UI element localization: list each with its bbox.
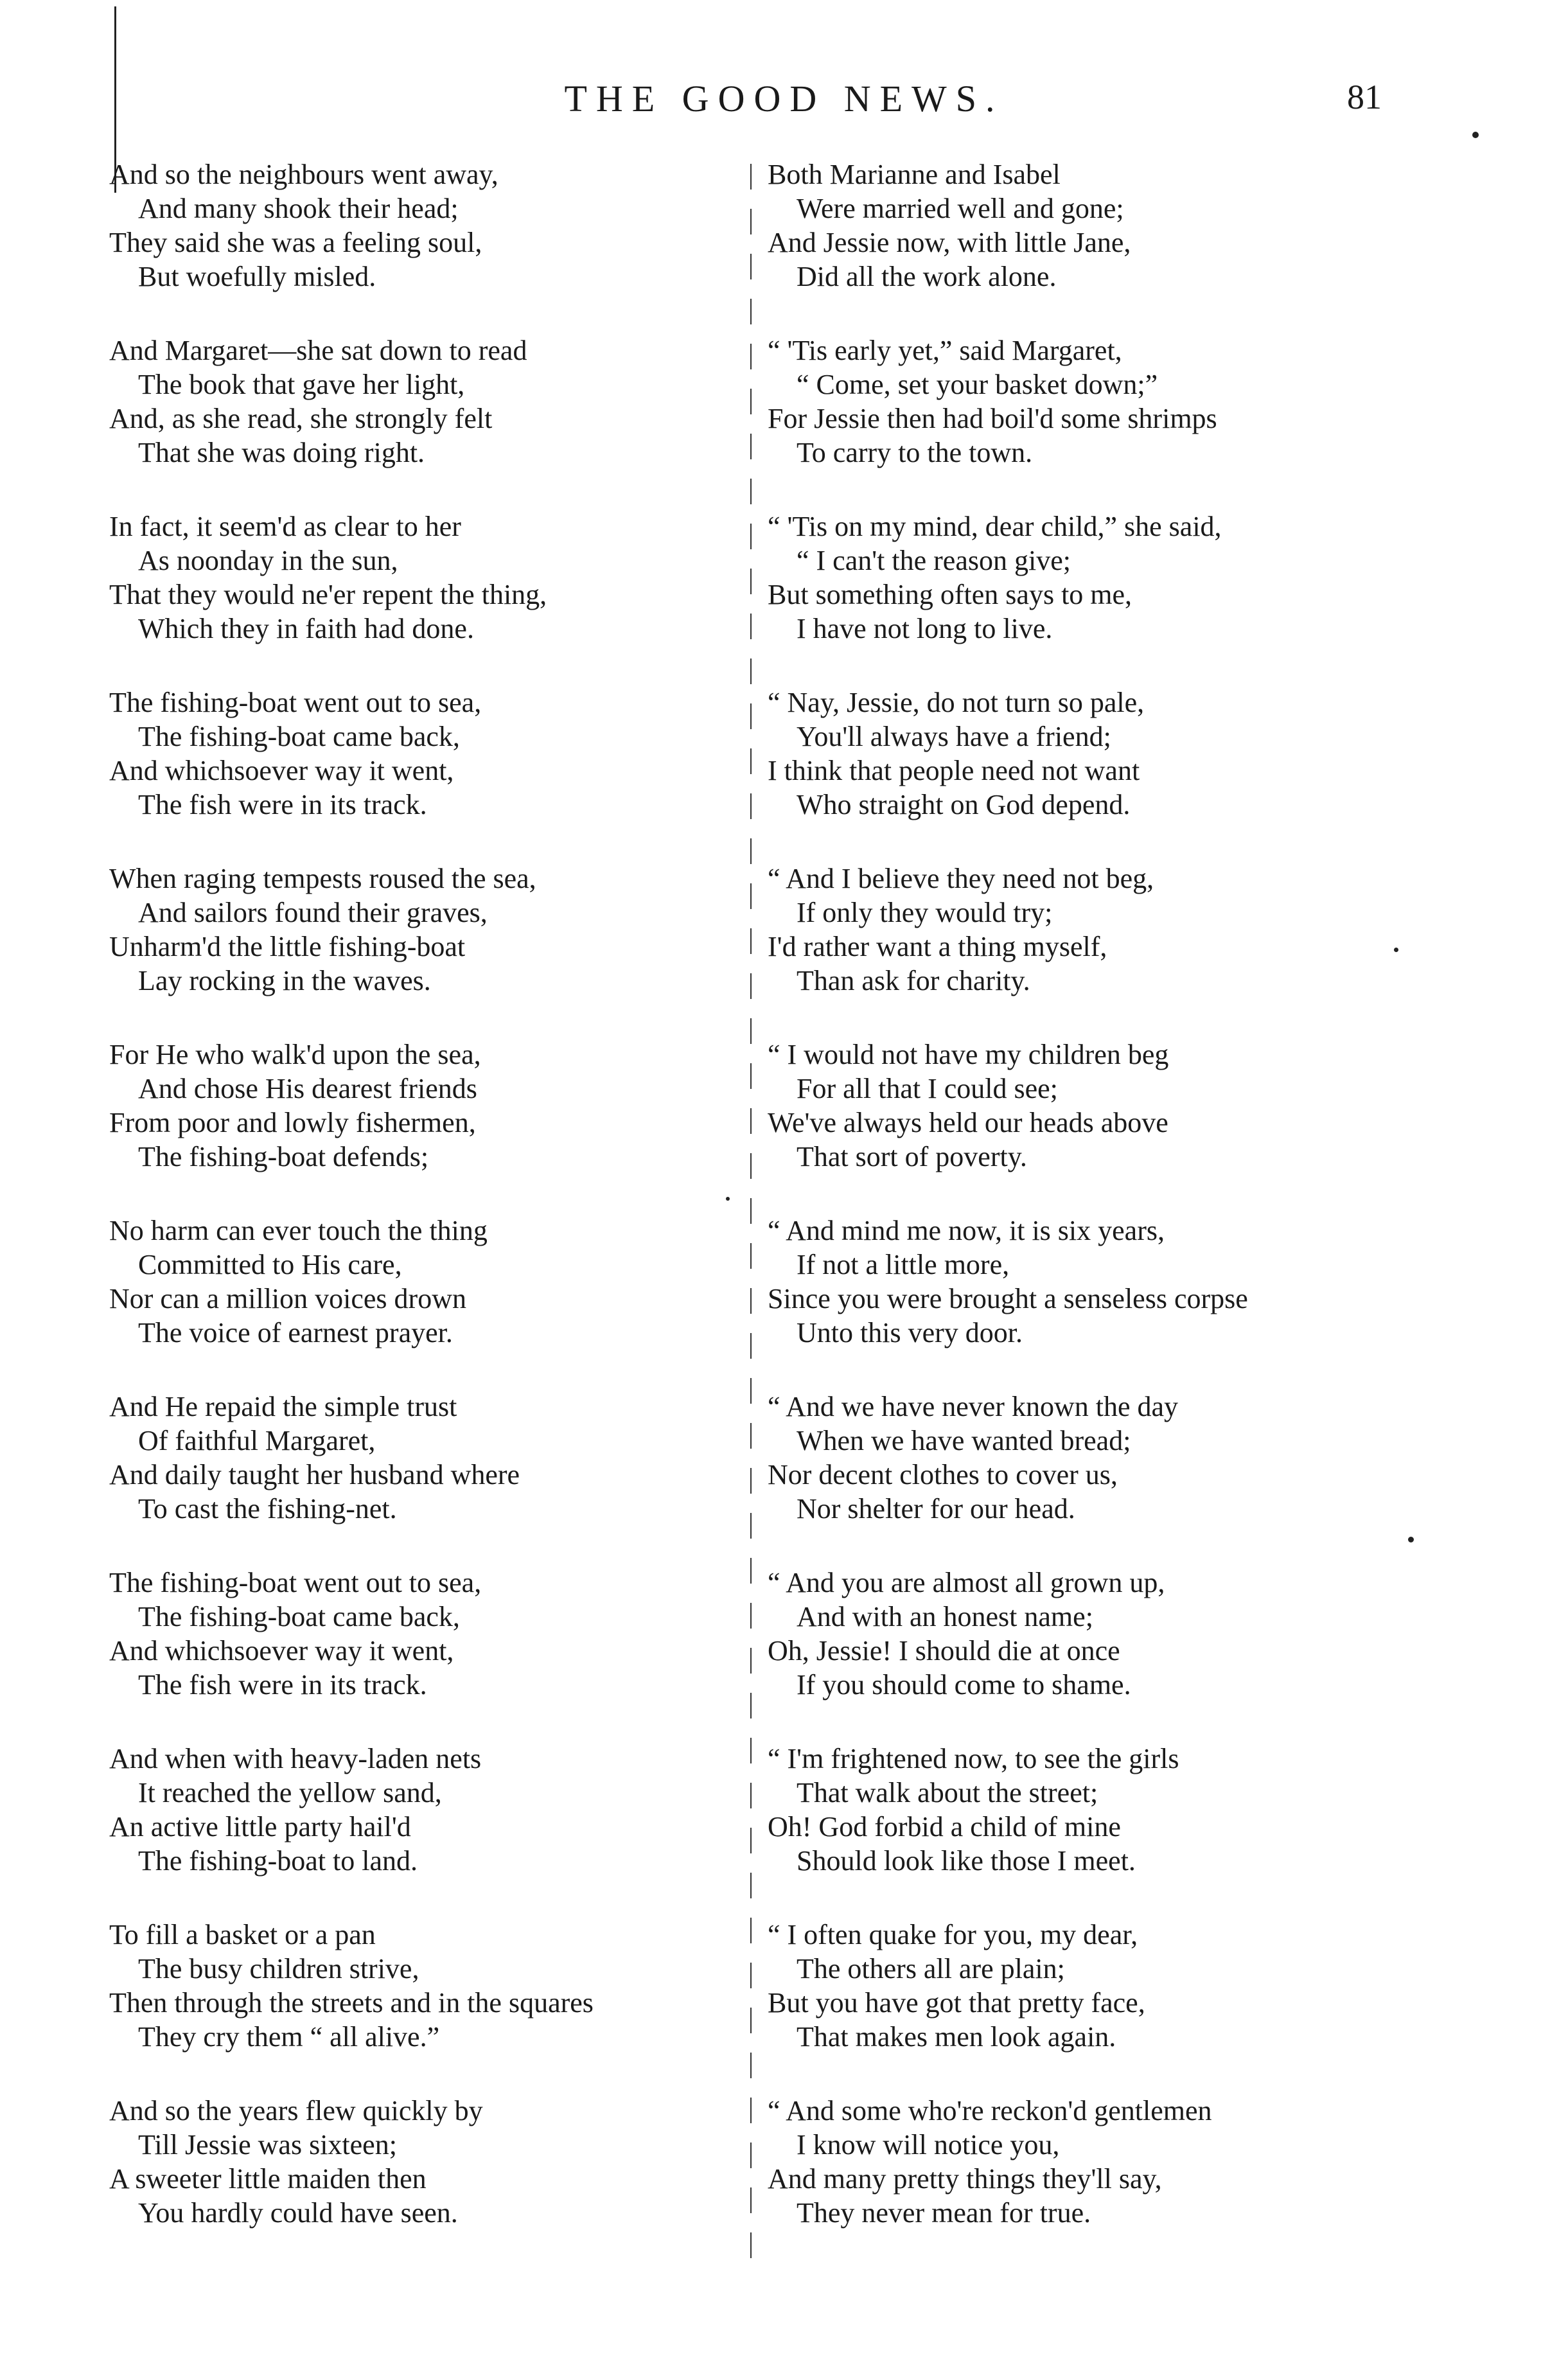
verse-line: And, as she read, she strongly felt: [109, 403, 493, 434]
page-number: 81: [1347, 78, 1382, 116]
verse-line: In fact, it seem'd as clear to her: [109, 511, 461, 542]
verse-line: Which they in faith had done.: [138, 613, 474, 644]
verse-line: Committed to His care,: [138, 1249, 402, 1280]
stanza: [768, 333, 1410, 509]
verse-line: Nor can a million voices drown: [109, 1283, 466, 1314]
ink-speck: [1394, 948, 1398, 952]
verse-line: The fishing-boat to land.: [138, 1845, 418, 1877]
stanza: [768, 685, 1410, 861]
verse-line: “ I often quake for you, my dear,: [768, 1919, 1138, 1950]
running-title: THE GOOD NEWS.: [564, 78, 1004, 119]
verse-line: Nor shelter for our head.: [797, 1493, 1075, 1524]
verse-line: “ And I believe they need not beg,: [768, 863, 1154, 894]
stanza: [109, 1214, 752, 1390]
verse-line: For He who walk'd upon the sea,: [109, 1039, 481, 1070]
verse-line: “ And some who're reckon'd gentlemen: [768, 2095, 1212, 2126]
verse-line: And so the years flew quickly by: [109, 2095, 483, 2126]
verse-line: Nor decent clothes to cover us,: [768, 1459, 1118, 1490]
verse-line: And so the neighbours went away,: [109, 159, 498, 190]
stanza: [109, 157, 752, 333]
verse-line: But you have got that pretty face,: [768, 1987, 1145, 2019]
verse-line: “ And mind me now, it is six years,: [768, 1215, 1165, 1246]
verse-line: From poor and lowly fishermen,: [109, 1107, 476, 1138]
verse-line: And whichsoever way it went,: [109, 755, 454, 786]
stanza: [768, 2094, 1410, 2270]
verse-line: That sort of poverty.: [797, 1141, 1027, 1172]
stanza: [768, 1918, 1410, 2094]
verse-line: “ Come, set your basket down;”: [797, 369, 1158, 400]
verse-line: And many pretty things they'll say,: [768, 2163, 1162, 2195]
right-column: [768, 157, 1410, 2270]
verse-line: If not a little more,: [797, 1249, 1010, 1280]
verse-line: “ And we have never known the day: [768, 1391, 1179, 1422]
verse-line: If only they would try;: [797, 897, 1053, 928]
verse-line: For all that I could see;: [797, 1073, 1058, 1104]
verse-line: An active little party hail'd: [109, 1811, 411, 1842]
verse-line: They cry them “ all alive.”: [138, 2021, 440, 2053]
verse-line: The fishing-boat went out to sea,: [109, 687, 482, 718]
ink-speck: [1472, 132, 1479, 138]
stanza: [109, 1742, 752, 1918]
verse-line: Were married well and gone;: [797, 193, 1124, 224]
verse-line: You hardly could have seen.: [138, 2197, 458, 2229]
verse-line: “ 'Tis early yet,” said Margaret,: [768, 335, 1122, 366]
verse-line: The voice of earnest prayer.: [138, 1317, 453, 1348]
verse-line: To carry to the town.: [797, 437, 1033, 468]
stanza: [109, 1918, 752, 2094]
stanza: [768, 1038, 1410, 1214]
stanza: [768, 1742, 1410, 1918]
verse-line: Then through the streets and in the squares: [109, 1987, 594, 2019]
verse-line: Oh, Jessie! I should die at once: [768, 1635, 1120, 1666]
stanza: [768, 1214, 1410, 1390]
verse-line: Than ask for charity.: [797, 965, 1030, 996]
verse-line: “ I'm frightened now, to see the girls: [768, 1743, 1179, 1774]
verse-line: Unto this very door.: [797, 1317, 1023, 1348]
verse-line: The book that gave her light,: [138, 369, 465, 400]
verse-line: As noonday in the sun,: [138, 545, 398, 576]
verse-line: That makes men look again.: [797, 2021, 1116, 2053]
stanza: [768, 1390, 1410, 1566]
verse-line: If you should come to shame.: [797, 1669, 1131, 1701]
page-header: [0, 77, 1568, 128]
verse-line: “ I would not have my children beg: [768, 1039, 1169, 1070]
verse-line: That she was doing right.: [138, 437, 425, 468]
stanza: [768, 861, 1410, 1038]
stanza: [109, 1038, 752, 1214]
verse-line: That they would ne'er repent the thing,: [109, 579, 547, 610]
verse-line: We've always held our heads above: [768, 1107, 1168, 1138]
verse-line: Since you were brought a senseless corpse: [768, 1283, 1248, 1314]
ink-speck: [1408, 1537, 1414, 1542]
stanza: [109, 2094, 752, 2270]
verse-line: “ I can't the reason give;: [797, 545, 1071, 576]
verse-line: For Jessie then had boil'd some shrimps: [768, 403, 1217, 434]
stanza: [109, 1390, 752, 1566]
verse-line: Till Jessie was sixteen;: [138, 2129, 397, 2160]
verse-line: The fish were in its track.: [138, 789, 427, 820]
stanza: [768, 509, 1410, 685]
verse-line: Oh! God forbid a child of mine: [768, 1811, 1121, 1842]
verse-line: And Margaret—she sat down to read: [109, 335, 527, 366]
stanza: [109, 509, 752, 685]
stanza: [109, 685, 752, 861]
verse-line: The fishing-boat came back,: [138, 1601, 460, 1632]
verse-line: And when with heavy-laden nets: [109, 1743, 482, 1774]
verse-line: The busy children strive,: [138, 1953, 419, 1984]
verse-line: “ 'Tis on my mind, dear child,” she said,: [768, 511, 1222, 542]
verse-line: I have not long to live.: [797, 613, 1053, 644]
verse-line: Unharm'd the little fishing-boat: [109, 931, 466, 962]
verse-line: You'll always have a friend;: [797, 721, 1111, 752]
stanza: [109, 861, 752, 1038]
verse-line: To cast the fishing-net.: [138, 1493, 397, 1524]
verse-line: Both Marianne and Isabel: [768, 159, 1061, 190]
verse-line: They never mean for true.: [797, 2197, 1091, 2229]
verse-line: That walk about the street;: [797, 1777, 1098, 1808]
verse-line: And with an honest name;: [797, 1601, 1093, 1632]
verse-line: A sweeter little maiden then: [109, 2163, 427, 2195]
verse-line: “ And you are almost all grown up,: [768, 1567, 1165, 1598]
verse-line: “ Nay, Jessie, do not turn so pale,: [768, 687, 1145, 718]
stanza: [768, 1566, 1410, 1742]
verse-line: And daily taught her husband where: [109, 1459, 520, 1490]
verse-line: The fishing-boat came back,: [138, 721, 460, 752]
verse-line: And many shook their head;: [138, 193, 459, 224]
verse-line: But woefully misled.: [138, 261, 376, 292]
verse-line: No harm can ever touch the thing: [109, 1215, 488, 1246]
verse-line: And Jessie now, with little Jane,: [768, 227, 1131, 258]
verse-line: Of faithful Margaret,: [138, 1425, 376, 1456]
verse-line: Lay rocking in the waves.: [138, 965, 431, 996]
stanza: [109, 333, 752, 509]
verse-line: And sailors found their graves,: [138, 897, 488, 928]
verse-line: But something often says to me,: [768, 579, 1132, 610]
verse-line: And whichsoever way it went,: [109, 1635, 454, 1666]
verse-line: I think that people need not want: [768, 755, 1140, 786]
ink-speck: [726, 1197, 730, 1201]
verse-line: I know will notice you,: [797, 2129, 1060, 2160]
left-column: [109, 157, 752, 2270]
verse-line: Should look like those I meet.: [797, 1845, 1136, 1877]
verse-line: To fill a basket or a pan: [109, 1919, 376, 1950]
verse-line: They said she was a feeling soul,: [109, 227, 482, 258]
verse-line: The fish were in its track.: [138, 1669, 427, 1701]
verse-line: The fishing-boat went out to sea,: [109, 1567, 482, 1598]
verse-line: The fishing-boat defends;: [138, 1141, 429, 1172]
stanza: [768, 157, 1410, 333]
verse-line: And chose His dearest friends: [138, 1073, 477, 1104]
verse-line: And He repaid the simple trust: [109, 1391, 457, 1422]
verse-line: Did all the work alone.: [797, 261, 1057, 292]
verse-line: Who straight on God depend.: [797, 789, 1131, 820]
verse-line: When raging tempests roused the sea,: [109, 863, 536, 894]
stanza: [109, 1566, 752, 1742]
verse-line: I'd rather want a thing myself,: [768, 931, 1107, 962]
verse-line: The others all are plain;: [797, 1953, 1065, 1984]
verse-line: It reached the yellow sand,: [138, 1777, 442, 1808]
verse-line: When we have wanted bread;: [797, 1425, 1131, 1456]
